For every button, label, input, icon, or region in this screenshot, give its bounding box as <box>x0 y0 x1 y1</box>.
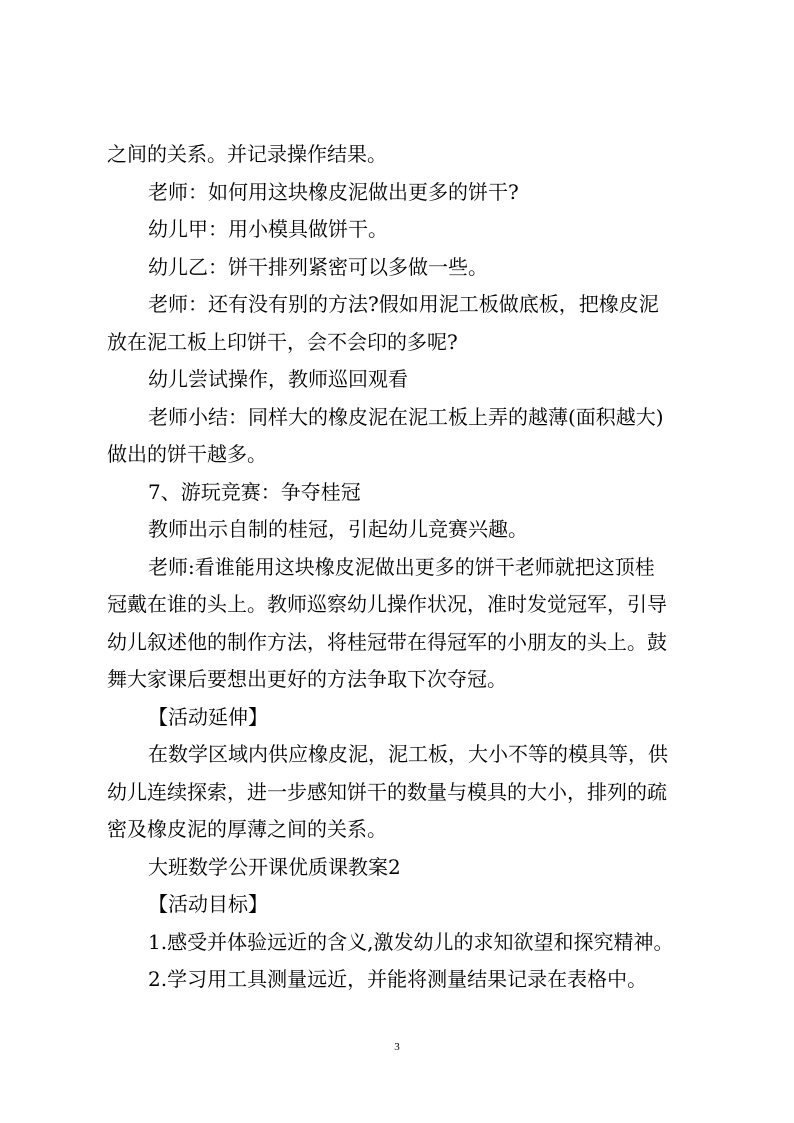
text-line: 老师：如何用这块橡皮泥做出更多的饼干? <box>148 179 519 204</box>
text-line: 放在泥工板上印饼干，会不会印的多呢? <box>107 329 458 354</box>
text-line: 幼儿甲：用小模具做饼干。 <box>148 217 388 241</box>
text-line: 密及橡皮泥的厚薄之间的关系。 <box>107 817 387 841</box>
text-line: 舞大家课后要想出更好的方法争取下次夺冠。 <box>107 667 507 691</box>
text-line: 大班数学公开课优质课教案2 <box>148 854 401 879</box>
text-line: 幼儿尝试操作，教师巡回观看 <box>148 367 408 391</box>
text-line: 1.感受并体验远近的含义,激发幼儿的求知欲望和探究精神。 <box>148 929 674 954</box>
text-line: 老师:看谁能用这块橡皮泥做出更多的饼干老师就把这顶桂 <box>148 554 655 579</box>
text-line: 7、游玩竞赛：争夺桂冠 <box>148 479 361 504</box>
text-line: 【活动目标】 <box>148 892 268 916</box>
text-line: 冠戴在谁的头上。教师巡察幼儿操作状况，准时发觉冠军，引导 <box>107 592 667 616</box>
text-line: 2.学习用工具测量远近，并能将测量结果记录在表格中。 <box>148 967 648 991</box>
text-line: 做出的饼干越多。 <box>107 442 267 466</box>
text-line: 【活动延伸】 <box>148 704 268 729</box>
text-line: 之间的关系。并记录操作结果。 <box>107 142 387 166</box>
text-line: 幼儿乙：饼干排列紧密可以多做一些。 <box>148 254 488 279</box>
text-line: 幼儿叙述他的制作方法，将桂冠带在得冠军的小朋友的头上。鼓 <box>107 629 667 654</box>
text-line: 在数学区域内供应橡皮泥，泥工板，大小不等的模具等，供 <box>148 742 668 766</box>
document-body <box>107 136 707 999</box>
text-line: 幼儿连续探索，进一步感知饼干的数量与模具的大小，排列的疏 <box>107 779 667 804</box>
text-line: 教师出示自制的桂冠，引起幼儿竞赛兴趣。 <box>148 517 528 541</box>
text-line: 老师：还有没有别的方法?假如用泥工板做底板，把橡皮泥 <box>148 292 659 316</box>
text-line: 老师小结：同样大的橡皮泥在泥工板上弄的越薄(面积越大) <box>148 404 664 429</box>
page-number: 3 <box>394 1041 400 1053</box>
